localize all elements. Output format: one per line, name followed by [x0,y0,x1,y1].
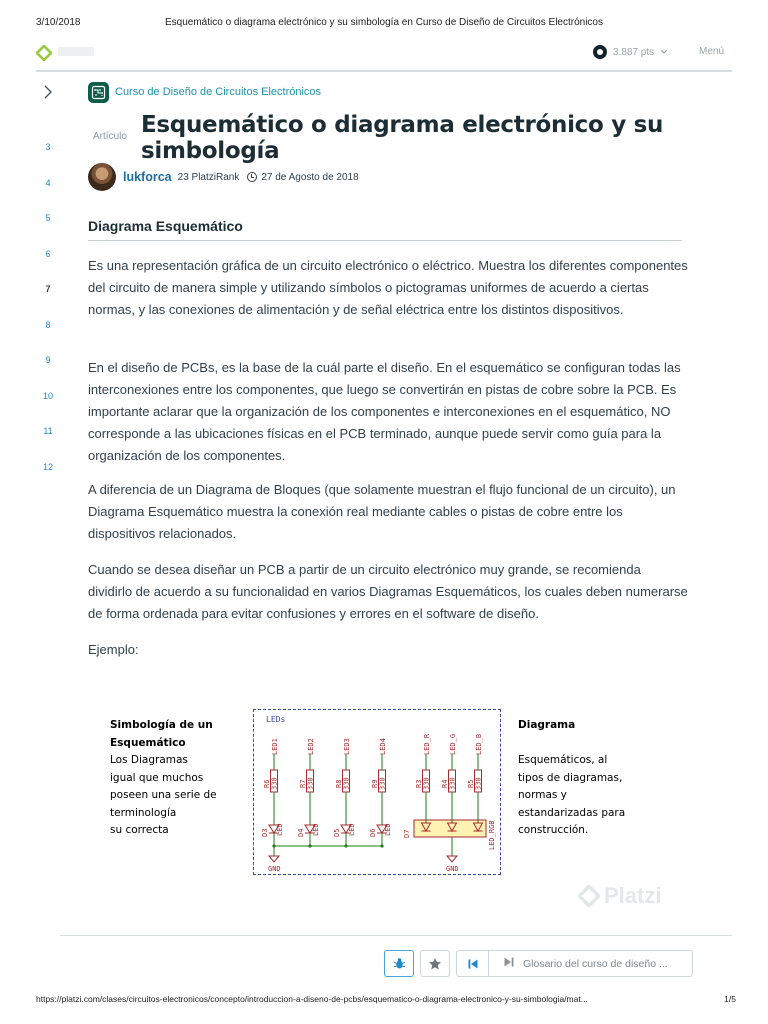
resistor-ref: R6 [263,779,271,788]
resistor-value: 330 [422,777,431,790]
course-link[interactable] [88,81,321,103]
net-label: LED_R [423,733,431,755]
net-label: LED4 [379,738,387,755]
print-page-number: 1/5 [724,994,736,1004]
skip-forward-icon [503,956,515,968]
figure-left-line: igual que muchos [110,771,204,784]
top-bar [36,40,732,72]
platzi-watermark-icon [578,885,600,907]
resistor-value: 330 [270,777,279,790]
net-label: LED1 [271,738,279,755]
skip-back-icon [467,958,479,970]
ground-label: GND [268,865,281,873]
net-label: LED_B [475,733,483,755]
lesson-number-4[interactable]: 4 [45,177,51,188]
avatar[interactable] [88,163,116,191]
paragraph: Ejemplo: [88,642,139,657]
paragraph: En el diseño de PCBs, es la base de la cuál parte el diseño. En el esquemático se configuran todas las interconexiones entre los componentes, que luego se convertirán en pistas de cobre sobre la PCB. Es importante aclarar que la organización de los componentes e interconexiones en el esquemático, NO corresponde a las ubicaciones físicas en el PCB terminado, aunque puede servir como guía para la organización de los componentes. [88,360,681,463]
paragraph: Cuando se desea diseñar un PCB a partir de un circuito electrónico muy grande, se recomienda dividirlo de acuerdo a su funcionalidad en varios Diagramas Esquemáticos, los cuales deben numerarse de forma ordenada para evitar confusiones y errores en el software de diseño. [88,562,688,621]
paragraph: Es una representación gráfica de un circuito electrónico o eléctrico. Muestra los diferentes componentes del circuito de manera simple y utilizando símbolos o pictogramas uniformes de acuerdo a ciertas normas, y las conexiones de alimentación y de señal eléctrica entre los distintos dispositivos. [88,258,688,317]
lesson-number-3[interactable]: 3 [45,142,51,152]
rgb-part-label: LED_RGB [488,820,496,850]
points-display[interactable] [593,42,668,62]
ground-symbol [269,856,279,862]
resistor-ref: R7 [299,779,307,788]
lesson-number-6[interactable]: 6 [45,248,51,259]
lesson-number-9[interactable]: 9 [45,355,51,365]
paragraph: A diferencia de un Diagrama de Bloques (que solamente muestran el flujo funcional de un circuito), un Diagrama Esquemático muestra la conexión real mediante cables o pistas de cobre entre los dispositivos relacionados. [88,482,676,541]
figure-left-text [110,717,260,840]
lesson-number-7[interactable]: 7 [45,284,51,294]
favorite-button[interactable] [420,950,450,977]
lesson-number-5[interactable]: 5 [45,213,51,223]
report-bug-button[interactable] [384,950,414,977]
figure-left-line: su correcta [110,824,169,836]
next-lesson-button[interactable] [503,955,515,973]
resistor-value: 330 [474,777,483,790]
lesson-number-10[interactable]: 10 [42,390,53,401]
platzi-logo-icon [36,45,52,61]
print-header [0,17,768,31]
section-heading: Diagrama Esquemático [88,218,682,241]
example-figure [88,705,688,915]
net-label: LED_G [449,733,457,755]
diode-value: LED [312,823,320,836]
diode-ref: D3 [261,828,269,837]
figure-right-heading: Diagrama [518,719,576,731]
resistor-value: 330 [378,777,387,790]
print-title: Esquemático o diagrama electrónico y su simbología en Curso de Diseño de Circuitos Electrónicos [165,17,603,28]
lesson-number-12[interactable]: 12 [42,461,53,472]
publish-date: 27 de Agosto de 2018 [261,171,359,183]
figure-left-line: terminología [110,806,177,819]
schematic-box-label: LEDs [266,715,286,724]
ground-symbol [447,856,457,862]
next-lesson-title[interactable]: Glosario del curso de diseño ... [523,957,668,970]
figure-right-line: Esquemáticos, al [518,754,608,766]
diode-value: LED [276,823,284,836]
diode-value: LED [348,823,356,836]
print-date: 3/10/2018 [36,17,81,28]
page-title: Esquemático o diagrama electrónico y su simbología [141,112,664,164]
divider [60,935,732,936]
resistor-ref: R4 [441,779,449,788]
diode-ref: D4 [297,828,305,837]
resistor-value: 330 [342,777,351,790]
bug-icon [393,957,406,970]
figure-left-line: poseen una serie de [110,789,217,801]
clock-icon [247,172,257,182]
previous-lesson-button[interactable] [457,951,489,976]
resistor-ref: R8 [335,779,343,788]
article-type-label: Artículo [93,131,127,142]
lesson-pager [456,950,693,977]
logo-wordmark [58,47,94,56]
author-name-link[interactable]: lukforca [123,170,172,184]
chevron-right-icon[interactable] [40,82,56,102]
lesson-number-8[interactable]: 8 [45,319,51,330]
resistor-value: 330 [306,777,315,790]
points-badge-icon [593,45,607,59]
platzi-logo[interactable] [36,43,96,63]
resistor-value: 330 [448,777,457,790]
chevron-down-icon [660,49,668,55]
diode-ref: D5 [333,828,341,837]
rgb-diode-ref: D7 [403,829,411,838]
lesson-number-11[interactable]: 11 [43,426,53,436]
schematic-drawing [254,710,499,873]
net-label: LED3 [343,738,351,755]
led-schematic [253,709,501,875]
figure-left-line: Los Diagramas [110,754,188,766]
platzi-watermark [578,883,661,909]
menu-button[interactable]: Menú [698,46,724,57]
figure-right-line: tipos de diagramas, [518,771,623,784]
diode-value: LED [384,823,392,836]
figure-right-line: construcción. [518,824,589,836]
print-url: https://platzi.com/clases/circuitos-electronicos/concepto/introduccion-a-diseno-de-pcbs/esquematico-o-diagrama-electronico-y-su-simbologia/mat... [36,994,588,1004]
figure-left-heading: Esquemático [110,736,186,749]
figure-right-text [518,717,688,840]
figure-left-heading: Simbología de un [110,719,213,731]
circuit-board-icon [88,82,109,103]
print-footer [36,994,736,1008]
author-info [88,162,359,192]
watermark-text: Platzi [604,883,662,908]
resistor-ref: R5 [467,779,475,788]
diode-ref: D6 [369,828,377,837]
course-name: Curso de Diseño de Circuitos Electrónicos [115,86,322,98]
resistor-ref: R9 [371,779,379,788]
resistor-ref: R3 [415,779,423,788]
figure-right-line: estandarizadas para [518,806,626,819]
author-rank: 23 PlatziRank [177,171,240,183]
net-label: LED2 [307,738,315,755]
ground-label: GND [446,865,459,873]
figure-right-line: normas y [518,789,567,801]
points-value: 3.887 pts [613,46,655,58]
star-icon [428,957,442,971]
